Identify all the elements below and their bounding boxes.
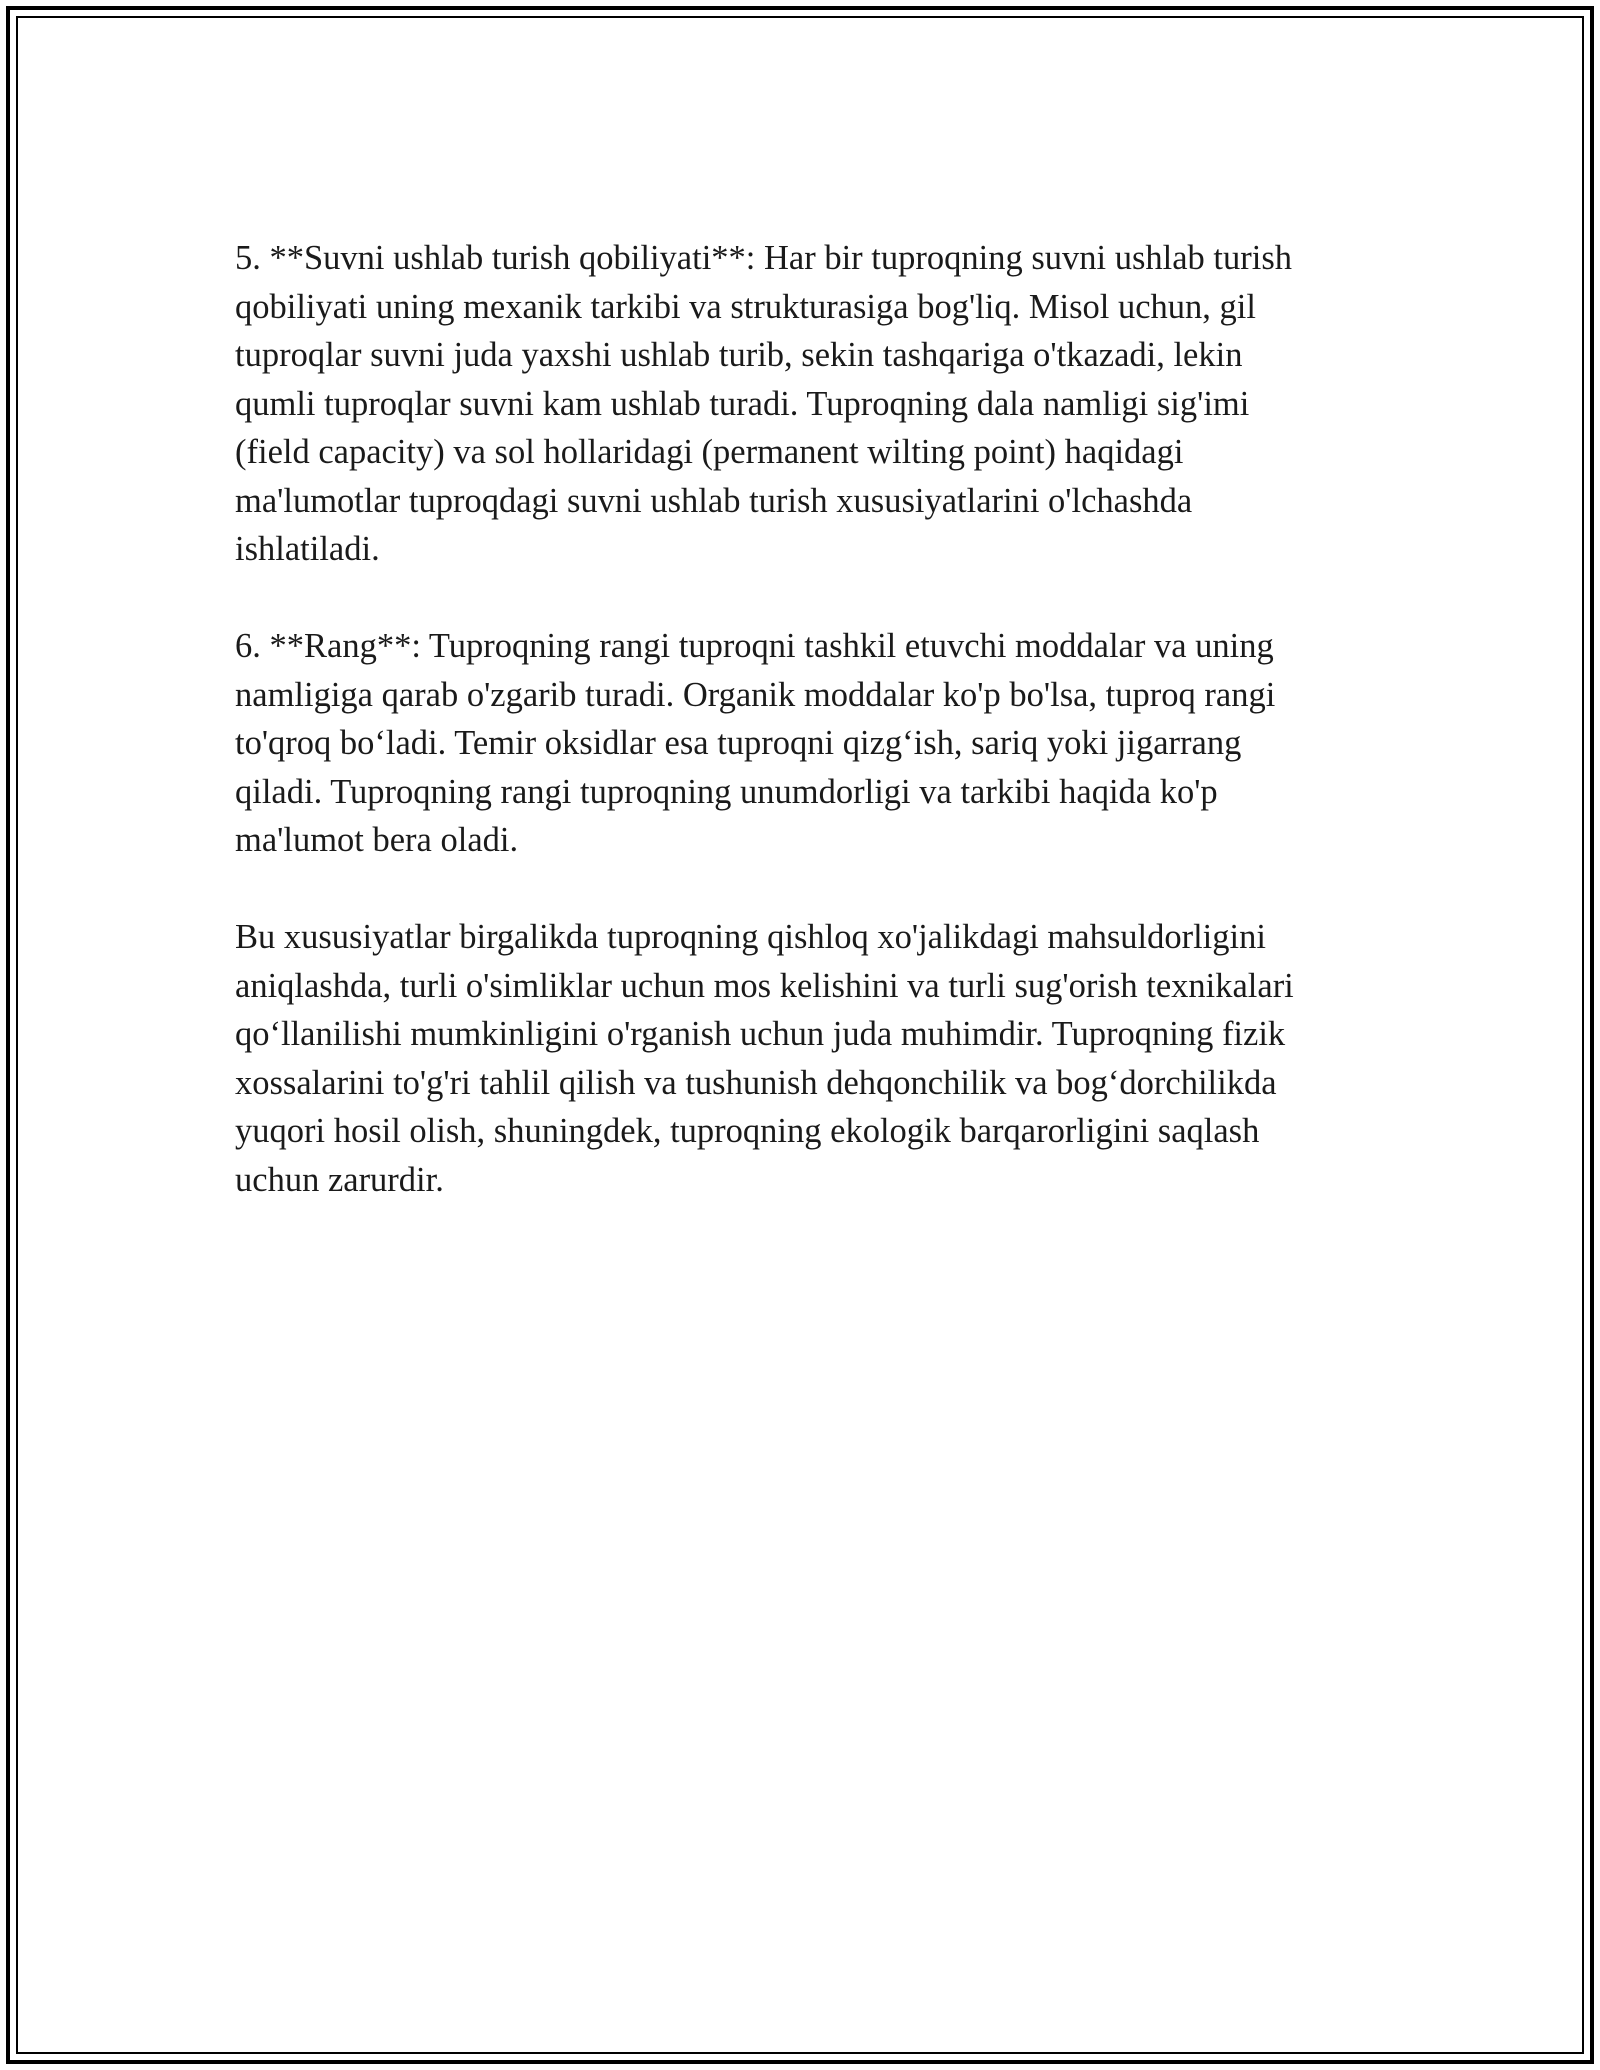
text-line: qobiliyati uning mexanik tarkibi va strukturasiga bog'liq. Misol uchun, gil [235,287,1256,326]
text-line: qo‘llanilishi mumkinligini o'rganish uchun juda muhimdir. Tuproqning fizik [235,1015,1286,1053]
paragraph-water-holding-capacity [235,234,1365,574]
text-line: to'qroq bo‘ladi. Temir oksidlar esa tuproqni qizg‘ish, sariq yoki jigarrang [235,724,1242,762]
text-line: ma'lumotlar tuproqdagi suvni ushlab turish xususiyatlarini o'lchashda [235,481,1193,520]
text-line: qumli tuproqlar suvni kam ushlab turadi. Tuproqning dala namligi sig'imi [235,384,1250,423]
text-line: yuqori hosil olish, shuningdek, tuproqning ekologik barqarorligini saqlash [235,1112,1260,1150]
text-line: uchun zarurdir. [235,1160,444,1199]
paragraph-color [235,622,1365,865]
text-line: ishlatiladi. [235,530,380,568]
text-line: tuproqlar suvni juda yaxshi ushlab turib, sekin tashqariga o'tkazadi, lekin [235,336,1243,374]
document-body [235,234,1365,1253]
text-line: 6. **Rang**: Tuproqning rangi tuproqni tashkil etuvchi moddalar va uning [235,627,1274,665]
text-line: xossalarini to'g'ri tahlil qilish va tushunish dehqonchilik va bog‘dorchilikda [235,1063,1277,1102]
text-line: aniqlashda, turli o'simliklar uchun mos kelishini va turli sug'orish texnikalari [235,966,1294,1005]
text-line: 5. **Suvni ushlab turish qobiliyati**: Har bir tuproqning suvni ushlab turish [235,239,1293,277]
text-line: namligiga qarab o'zgarib turadi. Organik moddalar ko'p bo'lsa, tuproq rangi [235,675,1276,714]
text-line: Bu xususiyatlar birgalikda tuproqning qishloq xo'jalikdagi mahsuldorligini [235,918,1266,956]
text-line: (field capacity) va sol hollaridagi (permanent wilting point) haqidagi [235,433,1184,471]
paragraph-conclusion [235,913,1365,1204]
text-line: qiladi. Tuproqning rangi tuproqning unumdorligi va tarkibi haqida ko'p [235,772,1218,811]
text-line: ma'lumot bera oladi. [235,821,519,859]
